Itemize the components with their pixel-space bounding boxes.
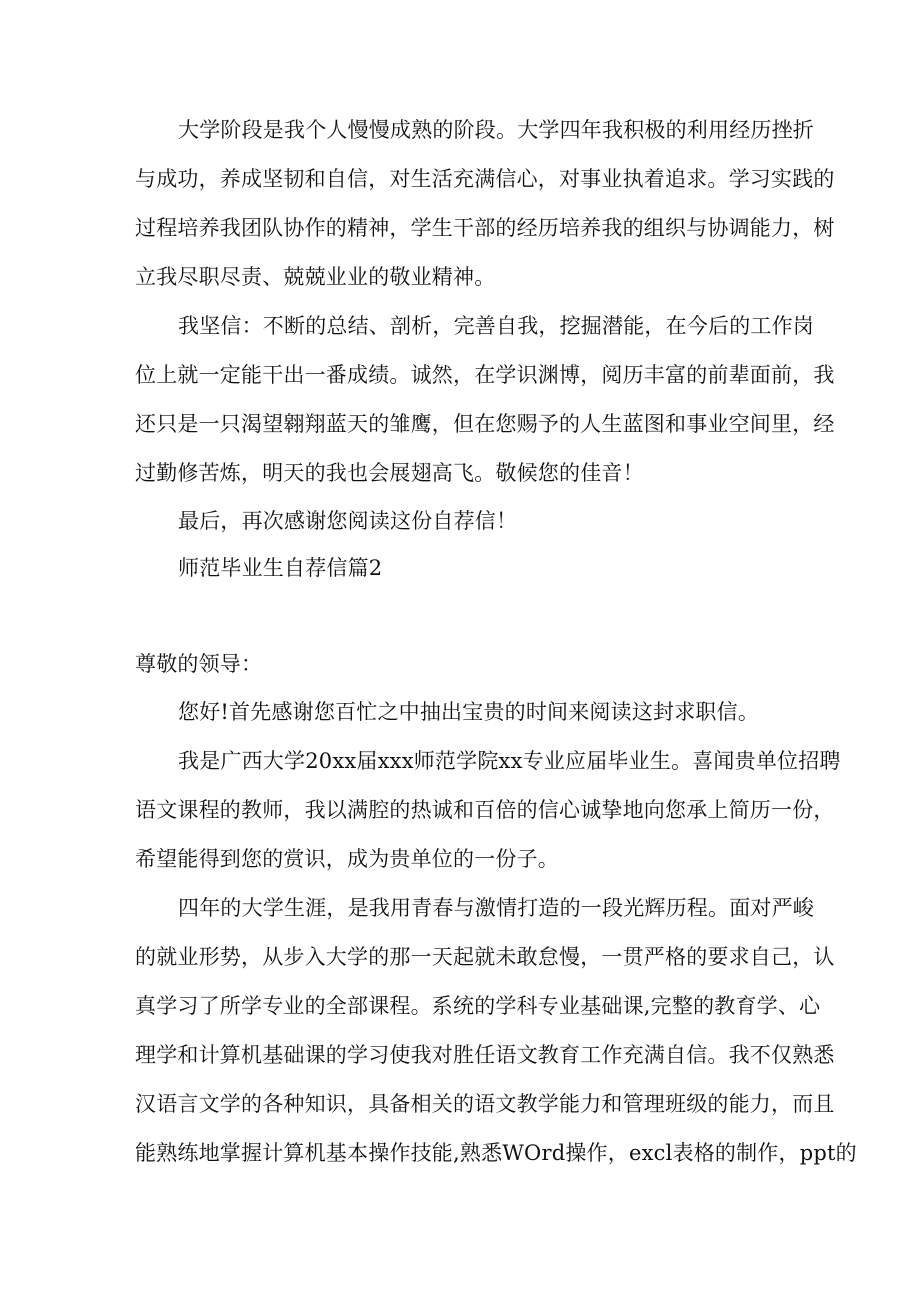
paragraph-2-line-4: 过勤修苦炼，明天的我也会展翅高飞。敬候您的佳音！ — [135, 461, 644, 485]
paragraph-1-line-2: 与成功，养成坚韧和自信，对生活充满信心，对事业执着追求。学习实践的 — [135, 167, 835, 191]
salutation: 尊敬的领导： — [135, 652, 263, 676]
paragraph-2-line-1: 我坚信：不断的总结、剖析，完善自我，挖掘潜能，在今后的工作岗 — [178, 314, 814, 338]
paragraph-6-line-1: 四年的大学生涯，是我用青春与激情打造的一段光辉历程。面对严峻 — [178, 896, 814, 920]
paragraph-2-line-2: 位上就一定能干出一番成绩。诚然，在学识渊博，阅历丰富的前辈面前，我 — [135, 363, 835, 387]
paragraph-6-line-3: 真学习了所学专业的全部课程。系统的学科专业基础课,完整的教育学、心 — [135, 994, 821, 1018]
paragraph-1-line-4: 立我尽职尽责、兢兢业业的敬业精神。 — [135, 265, 496, 289]
paragraph-5-line-3: 希望能得到您的赏识，成为贵单位的一份子。 — [135, 847, 559, 871]
paragraph-5-line-2: 语文课程的教师，我以满腔的热诚和百倍的信心诚挚地向您承上简历一份， — [135, 798, 835, 822]
paragraph-6-line-2: 的就业形势，从步入大学的那一天起就未敢怠慢，一贯严格的要求自己，认 — [135, 945, 835, 969]
greeting-paragraph: 您好!首先感谢您百忙之中抽出宝贵的时间来阅读这封求职信。 — [178, 700, 760, 724]
paragraph-6-line-6: 能熟练地掌握计算机基本操作技能,熟悉WOrd操作，excl表格的制作，ppt的 — [135, 1141, 857, 1165]
paragraph-2-line-3: 还只是一只渴望翱翔蓝天的雏鹰，但在您赐予的人生蓝图和事业空间里，经 — [135, 412, 835, 436]
paragraph-6-line-4: 理学和计算机基础课的学习使我对胜任语文教育工作充满自信。我不仅熟悉 — [135, 1043, 835, 1067]
closing-thanks: 最后，再次感谢您阅读这份自荐信！ — [178, 509, 518, 533]
paragraph-5-line-1: 我是广西大学20xx届xxx师范学院xx专业应届毕业生。喜闻贵单位招聘 — [178, 749, 841, 773]
paragraph-6-line-5: 汉语言文学的各种知识，具备相关的语文教学能力和管理班级的能力，而且 — [135, 1092, 835, 1116]
paragraph-1-line-1: 大学阶段是我个人慢慢成熟的阶段。大学四年我积极的利用经历挫折 — [178, 118, 814, 142]
paragraph-1-line-3: 过程培养我团队协作的精神，学生干部的经历培养我的组织与协调能力，树 — [135, 216, 835, 240]
section-title: 师范毕业生自荐信篇2 — [178, 556, 383, 580]
